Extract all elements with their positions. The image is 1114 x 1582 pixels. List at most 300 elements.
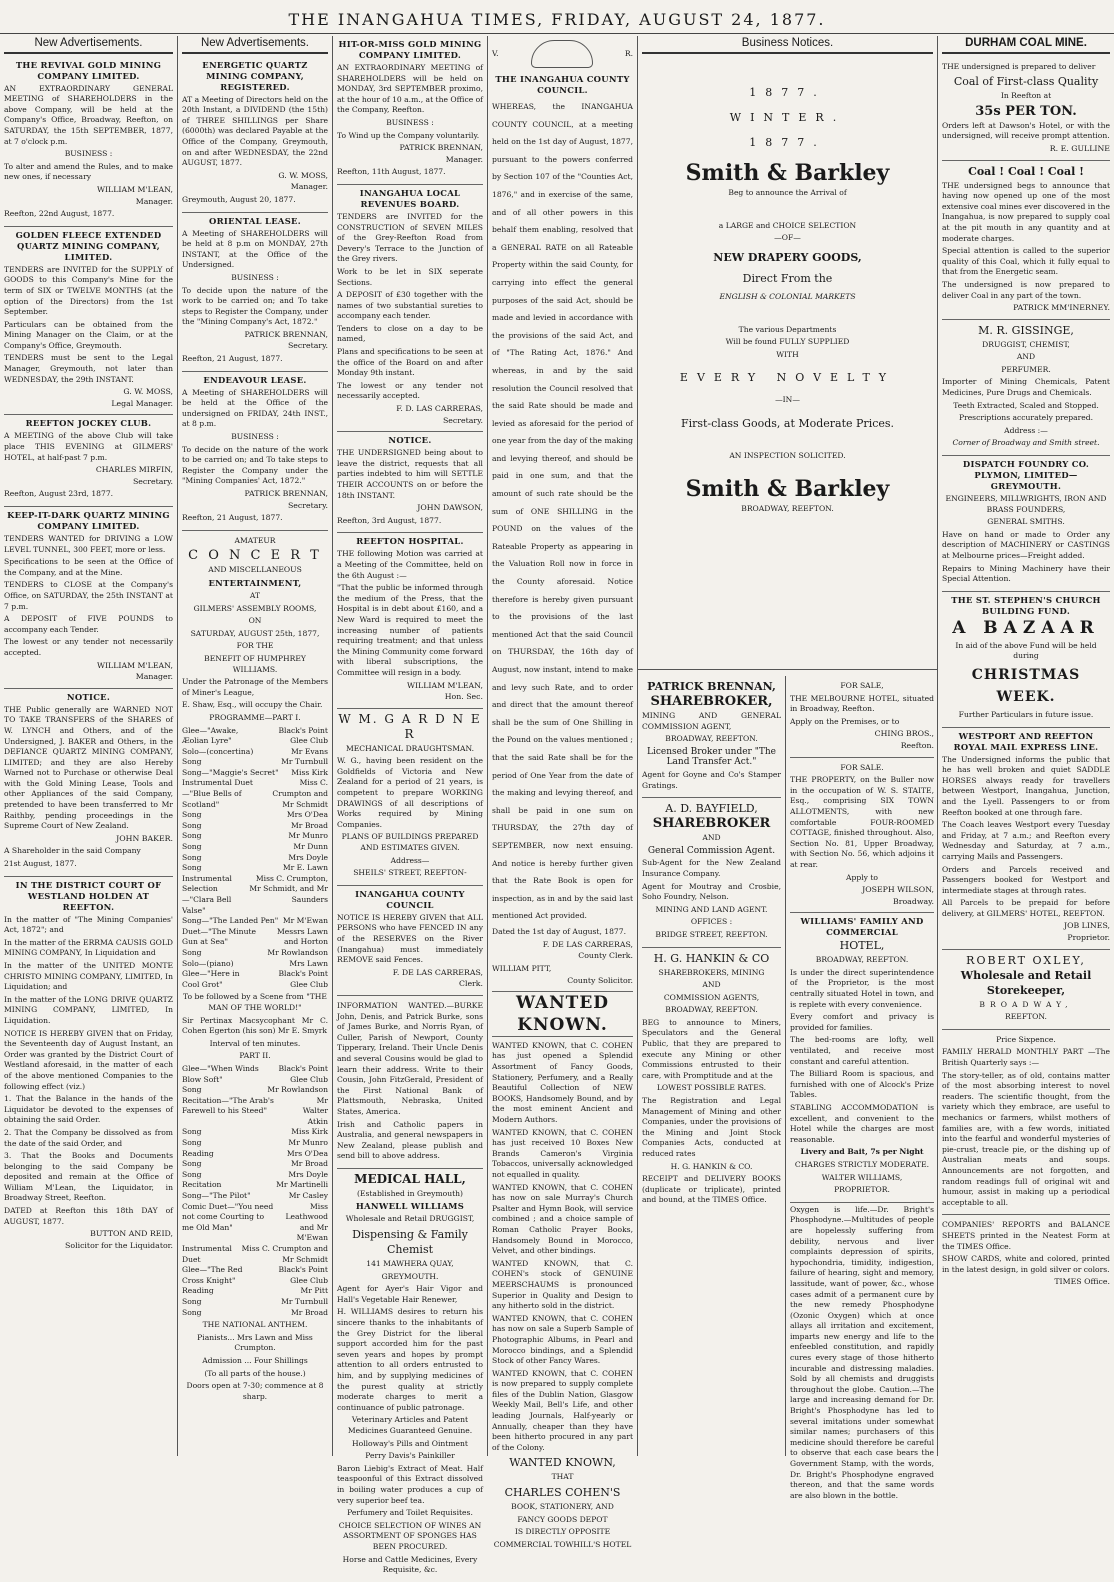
crest-v: V.: [492, 48, 499, 58]
programme-piece: Song—"The Pilot": [182, 1191, 251, 1201]
programme-item: [182, 810, 328, 821]
ad-body: Is under the direct superintendence of the Proprietor, is the most centrally situated Hotel in town, and is replete with every convenience.: [790, 967, 934, 1009]
durham-ad: [942, 57, 1110, 161]
broker-name: H. G. HANKIN & CO: [653, 951, 770, 965]
county-council-fence-notice: [337, 886, 483, 996]
medical-town: GREYMOUTH.: [381, 1271, 439, 1281]
royal-crest-icon: [531, 40, 593, 68]
ad-body: Price Sixpence.: [996, 1034, 1056, 1044]
programme-performer: Mr Turnbull: [281, 757, 328, 767]
ad-body: STABLING ACCOMMODATION is excellent, and convenient to the Hotel while the charges are most reasonable.: [790, 1103, 934, 1144]
programme-performer: Mr Broad: [291, 820, 328, 830]
final-book: BOOK, STATIONERY, AND: [511, 1502, 614, 1512]
column-6: [786, 676, 938, 1500]
sb-line: a LARGE and CHOICE SELECTION: [718, 220, 857, 230]
ad-body: RECEIPT and DELIVERY BOOKS (duplicate or triplicate), printed and bound, at the TIMES Office.: [642, 1174, 781, 1205]
ad-body: The Billiard Room is spacious, and furnished with one of Alcock's Prize Tables.: [790, 1069, 934, 1100]
column-5a: [638, 676, 786, 1456]
programme-piece: Song: [182, 1296, 202, 1306]
oxley-ad: [942, 950, 1110, 1030]
ad-body: Apply on the Premises, or to: [790, 716, 900, 726]
ad-body: THE undersigned is prepared to deliver: [942, 61, 1096, 71]
concert-entertainment: ENTERTAINMENT,: [208, 577, 302, 588]
programme-piece: Song: [182, 810, 202, 820]
ad-body: A Meeting of SHAREHOLDERS will be held at the Office of the undersigned on FRIDAY, 24th INST., at 8 p.m.: [182, 387, 328, 429]
programme-performer: Mr Broad: [291, 1159, 328, 1169]
programme-performer: Mr Rowlandson: [267, 1085, 328, 1095]
programme-piece: Song: [182, 1159, 202, 1169]
ad-body: TENDERS are INVITED for the SUPPLY of GOODS to this Company's Mine for the term of SIX or TWELVE MONTHS (at the option of the Directors) from the 1st September.: [4, 264, 173, 317]
programme-performer: Mr Walter Atkin: [302, 1095, 328, 1126]
programme-performer: Mr Dunn: [293, 842, 328, 852]
final-fancy: FANCY GOODS DEPOT: [517, 1514, 608, 1524]
smith-barkley-ad: [638, 57, 937, 670]
programme-item: [182, 1127, 328, 1138]
gardner-sub: MECHANICAL DRAUGHTSMAN.: [345, 743, 475, 753]
winter-line: WINTER.: [729, 110, 846, 124]
sb-line: ENGLISH & COLONIAL MARKETS: [719, 291, 856, 301]
ad-body: BROADWAY, REEFTON.: [665, 1005, 758, 1015]
programme-item: [182, 1244, 328, 1265]
ad-title: INANGAHUA COUNTY COUNCIL: [355, 888, 465, 910]
ad-body: Corner of Broadway and Smith street.: [952, 438, 1100, 448]
signature: F. DE LAS CARRERAS,: [542, 939, 633, 949]
programme-performer: Mr Munro: [288, 831, 328, 841]
ad-title: FOR SALE,: [840, 681, 884, 690]
ad-body: The undersigned is now prepared to deliver Coal in any part of the town.: [942, 279, 1110, 300]
programme-piece: Song: [182, 1127, 202, 1137]
programme-part-2: [182, 1064, 328, 1318]
ad-body: INFORMATION WANTED.—BURKE John, Denis, and Patrick Burke, sons of James Burke, and Norris Ryan, of Culler, Parish of Newport, County Tipperary, Ireland. Their Uncle Denis and several Cousins would be glad to learn their address. Write to their Cousin, John FitzGerald, President of the First National Bank of Plattsmouth, Nebraska, United States, America.: [337, 1000, 483, 1116]
dawson-notice: [337, 432, 483, 533]
ad-title: ROBERT OXLEY,: [966, 953, 1086, 967]
ad-body: Sub-Agent for the New Zealand Insurance Company.: [642, 858, 781, 878]
ad-body: AND: [702, 833, 721, 843]
ad-date: Dated the 1st day of August, 1877.: [492, 926, 627, 936]
programme-piece: Comic Duet—"You need not come Courting to me Old Man": [182, 1201, 274, 1232]
programme-item: [182, 1308, 328, 1319]
family-herald-ad: [942, 1030, 1110, 1216]
concert-chair: E. Shaw, Esq., will occupy the Chair.: [182, 700, 323, 710]
medical-sub: Wholesale and Retail DRUGGIST,: [345, 1214, 475, 1224]
ad-body: Livery and Bait, 7s per Night: [800, 1147, 924, 1157]
concert-on: ON: [248, 616, 262, 626]
programme-item: [182, 1096, 328, 1128]
ad-body: H. WILLIAMS desires to return his sincere thanks to the inhabitants of the Grey District for the liberal support accorded him for the past seven years and hopes by prompt attention to all orders entrusted to him, and by supplying medicines of the purest quality at strictly moderate charges to merit a continuance of public patronage.: [337, 1307, 483, 1412]
ad-date: 21st August, 1877.: [4, 859, 77, 869]
programme-performer: Black's Point Glee Club: [278, 725, 328, 746]
ad-body: Plans and specifications to be seen at the office of the Board on and after Monday 9th instant.: [337, 347, 483, 378]
signature-role: Manager.: [290, 182, 328, 192]
programme-performer: Miss Kirk: [291, 767, 328, 777]
ad-body: NOTICE IS HEREBY GIVEN that ALL PERSONS who have FENCED IN any of the RESERVES on the River (Inangahua) must immediately REMOVE said Fences.: [337, 912, 483, 965]
ad-body: A DEPOSIT of FIVE POUNDS to accompany each Tender.: [4, 614, 173, 634]
ad-body: The bed-rooms are lofty, well ventilated, and receive most constant and careful attention.: [790, 1035, 934, 1066]
ad-body: Every comfort and privacy is provided for families.: [790, 1012, 934, 1032]
crest-r: R.: [624, 48, 633, 58]
programme-piece: Recitation—"The Arab's Farewell to his Steed": [182, 1095, 274, 1116]
programme-performer: Mrs O'Dea: [286, 1148, 328, 1158]
ad-title: REEFTON JOCKEY CLUB.: [25, 418, 152, 429]
ad-body: Wholesale and Retail: [960, 968, 1092, 982]
signature-role: Secretary.: [287, 341, 328, 351]
programme-item: [182, 1159, 328, 1170]
concert-benefit: BENEFIT OF HUMPHREY WILLIAMS.: [204, 653, 306, 674]
programme-performer: Mr Evans: [291, 746, 328, 756]
bazaar-title: A BAZAAR: [952, 617, 1100, 638]
signature: JOHN DAWSON,: [417, 503, 483, 513]
sb-line: —IN—: [775, 395, 800, 405]
foundry-ad: [942, 456, 1110, 592]
programme-piece: Song: [182, 852, 202, 862]
ad-body: MINING AND LAND AGENT.: [655, 904, 768, 914]
ad-title: FOR SALE.: [840, 762, 884, 772]
ad-body: TENDERS WANTED for DRIVING a LOW LEVEL TUNNEL, 300 FEET, more or less.: [4, 534, 173, 554]
ad-body: A DEPOSIT of £30 together with the names of two substantial sureties to accompany each tender.: [337, 290, 483, 321]
ad-title: INANGAHUA LOCAL REVENUES BOARD.: [359, 187, 461, 209]
ad-body: AT a Meeting of Directors held on the 20th Instant, a DIVIDEND (the 15th) of THREE SHILLINGS per Share (6000th) was declared Payable at the Office of the Company, Greymouth, on and after WEDNESDAY, the 22nd AUGUST, 1877.: [182, 94, 328, 168]
ad-date: Reefton, 21 August, 1877.: [182, 513, 283, 523]
ad-date: Reefton, 11th August, 1877.: [337, 167, 446, 177]
ad-body: Agent for Goyne and Co's Stamper Gratings.: [642, 769, 781, 790]
ad-body: Teeth Extracted, Scaled and Stopped.: [953, 400, 1099, 410]
programme-performer: Mr E. Lawn: [282, 863, 328, 873]
firm-name-2: Smith & Barkley: [685, 475, 890, 502]
ad-body: AND: [1016, 352, 1036, 362]
signature: PATRICK BRENNAN,: [399, 143, 483, 153]
wanted-item: WANTED KNOWN, that C. COHEN's stock of GENUINE MEERSCHAUMS is pronounced Superior in Quality and Design to any hitherto sold in the district.: [492, 1258, 633, 1311]
admission-note: (To all parts of the house.): [204, 1368, 306, 1378]
programme-piece: Song: [182, 863, 202, 873]
ad-body: THE MELBOURNE HOTEL, situated in Broadway, Reefton.: [790, 693, 934, 714]
concert-sub: AND MISCELLANEOUS: [208, 565, 302, 575]
year-line-2: 1877.: [749, 135, 826, 149]
ad-date: Reefton, August 23rd, 1877.: [4, 489, 114, 499]
doors-line: Doors open at 7-30; commence at 8 sharp.: [186, 1381, 324, 1401]
ad-body: Storekeeper,: [986, 983, 1066, 997]
ad-body: W. G., having been resident on the Goldfields of Victoria and New Zealand for a period of 21 years, is competent to prepare WORKING DRAWINGS of all descriptions of Works required by Mining Companies.: [337, 756, 483, 829]
ad-body: FAMILY HERALD MONTHLY PART —The British Quarterly says :—: [942, 1047, 1110, 1068]
ad-body: 3. That the Books and Documents belonging to the said Company be deposited and remain at the Office of William M'Lean, the Liquidator, in Broadway Street, Reefton.: [4, 1151, 173, 1203]
ad-body: Specifications to be seen at the Office of the Company, and at the Mine.: [4, 557, 173, 577]
programme-piece: Song: [182, 842, 202, 852]
section-header: New Advertisements.: [4, 36, 173, 54]
solicitor-name: WILLIAM PITT,: [492, 963, 552, 973]
sb-line: Will be found FULLY SUPPLIED: [725, 337, 850, 347]
ad-body: Agent for Ayer's Hair Vigor and Hall's Vegetable Hair Renewer,: [337, 1284, 483, 1304]
concert-ad: [182, 531, 328, 1409]
ad-title: HIT-OR-MISS GOLD MINING COMPANY LIMITED.: [338, 39, 482, 60]
section-header: Business Notices.: [642, 36, 933, 54]
programme-item: [182, 969, 328, 990]
ad-body: To decide upon the nature of the work to be carried on; and To take steps to Register the Company, under the "Mining Company's Act, 1872.": [182, 285, 328, 327]
medical-est: (Established in Greymouth): [356, 1188, 464, 1198]
broker-name: PATRICK BRENNAN,: [647, 680, 776, 693]
programme-item: [182, 948, 328, 959]
ad-body: To decide on the nature of the work to be carried on; and To take steps to Register the Company under the "Mining Companies' Act, 1872.": [182, 444, 328, 486]
programme-performer: Mr Pitt: [300, 1286, 328, 1296]
ad-body: MINING AND GENERAL COMMISSION AGENT,: [642, 711, 781, 731]
brennan-sharebroker-ad: [642, 676, 781, 798]
signature-role: Manager.: [445, 154, 483, 164]
pianists-line: Pianists... Mrs Lawn and Miss Crumpton.: [197, 1332, 313, 1353]
ad-body: AND: [702, 980, 721, 990]
wanted-item: WANTED KNOWN, that C. COHEN has just received 10 Boxes New Brands Cameron's Virginia Tobaccos, universally acknowledged not equalled in quality.: [492, 1127, 633, 1179]
ad-body: H. G. HANKIN & CO.: [670, 1161, 753, 1171]
christmas-title: CHRISTMAS WEEK.: [971, 666, 1081, 705]
signature-role: Clerk.: [458, 979, 483, 989]
ad-body: In aid of the above Fund will be held during: [955, 640, 1097, 661]
medical-title: MEDICAL HALL,: [354, 1171, 466, 1186]
signature: JOB LINES,: [1063, 921, 1110, 931]
ad-body: Orders left at Dawson's Hotel, or with the undersigned, will receive prompt attention.: [942, 120, 1110, 141]
signature-role: Secretary.: [132, 476, 173, 486]
ad-body: Perry Davis's Painkiller: [365, 1451, 455, 1461]
programme-performer: Mrs O'Dea: [286, 810, 328, 820]
column-4: [488, 36, 638, 1549]
ad-body: COMPANIES' REPORTS and BALANCE SHEETS printed in the Neatest Form at the TIMES Office.: [942, 1220, 1110, 1251]
programme-piece: Instrumental Selection—"Clara Bell Valse": [182, 873, 232, 915]
programme-item: [182, 1180, 328, 1191]
programme-item: [182, 1138, 328, 1149]
programme-piece: Glee—"The Red Cross Knight": [182, 1265, 243, 1285]
programme-performer: Black's Point Glee Club: [278, 969, 328, 989]
final-that: THAT: [551, 1472, 574, 1482]
ad-body: "That the public be informed through the medium of the Press, that the Hospital is in debt about £160, and a New Ward is required to meet the increasing number of patients requiring treatment; and that unless the Mining Community come forward with liberal subscriptions, the Committee will resign in a body.: [337, 583, 483, 677]
programme-performer: Miss C. Crumpton, Mr Schmidt, and Mr Saunders: [249, 873, 328, 904]
signature: WALTER WILLIAMS,: [821, 1172, 903, 1182]
programme-item: [182, 821, 328, 832]
ad-body: Horse and Cattle Medicines, Every Requisite, &c.: [342, 1554, 478, 1575]
ad-body: AN EXTRAORDINARY GENERAL MEETING of SHAREHOLDERS in the above Company, will be held at the Company's Office, Broadway, Reefton, on SATURDAY, the 15th SEPTEMBER, 1877, at 7 o'clock p.m.: [4, 83, 173, 146]
sb-line: The various Departments: [738, 324, 837, 334]
column-7: [938, 36, 1114, 1456]
programme-piece: Glee—"When Winds Blow Soft": [182, 1063, 259, 1084]
hit-or-miss-ad: [337, 36, 483, 185]
signature: JOSEPH WILSON,: [862, 885, 934, 895]
sb-line: Beg to announce the Arrival of: [728, 188, 847, 198]
programme-piece: Reading: [182, 1148, 214, 1158]
ad-body: OFFICES :: [690, 917, 733, 927]
sb-line: First-class Goods, at Moderate Prices.: [680, 416, 895, 430]
ad-body: REEFTON.: [1005, 1012, 1047, 1022]
ad-body: Repairs to Mining Machinery have their Special Attention.: [942, 563, 1110, 584]
ad-body: In the matter of the ERRMA CAUSIS GOLD MINING COMPANY, In Liquidation and: [4, 937, 173, 958]
ad-body: Apply to: [846, 872, 878, 882]
programme-item: [182, 757, 328, 768]
ad-body: In Reefton at: [1000, 91, 1052, 101]
programme-item: [182, 874, 328, 916]
programme-item: [182, 768, 328, 779]
programme-performer: Mr Munro: [288, 1138, 328, 1148]
ad-body: BROADWAY,: [979, 999, 1073, 1009]
programme-item: [182, 842, 328, 853]
ad-date: DATED at Reefton this 18th DAY of AUGUST, 1877.: [4, 1206, 173, 1226]
programme-piece: Song: [182, 1138, 202, 1148]
ad-body: Baron Liebig's Extract of Meat. Half teaspoonful of this Extract dissolved in boiling water produces a cup of very superior beef tea.: [337, 1463, 483, 1505]
ad-date: Reefton, 22nd August, 1877.: [4, 209, 115, 219]
section-header: New Advertisements.: [182, 36, 328, 54]
programme-performer: Black's Point Glee Club: [278, 1265, 328, 1285]
district-court-notice: [4, 877, 173, 1257]
programme-performer: Mrs Lawn: [289, 958, 328, 968]
business-label: BUSINESS :: [64, 149, 113, 159]
programme-item: [182, 747, 328, 758]
programme-item: [182, 1170, 328, 1181]
ad-body: BRIDGE STREET, REEFTON.: [655, 929, 768, 939]
programme-title: PROGRAMME—PART I.: [209, 712, 301, 722]
ad-body: THE following Motion was carried at a Meeting of the Committee, held on the 6th August :—: [337, 549, 483, 580]
signature: R. E. GULLINE: [1049, 143, 1110, 153]
programme-performer: Mr M'Ewan: [282, 916, 328, 926]
ad-body: In the matter of the LONG DRIVE QUARTZ MINING COMPANY, LIMITED, In Liquidation.: [4, 994, 173, 1025]
ad-body: Work to be let in SIX seperate Sections.: [337, 266, 483, 287]
durham-title: DURHAM COAL MINE.: [942, 36, 1110, 54]
ad-body: Further Particulars in future issue.: [958, 709, 1094, 719]
concert-patron: Under the Patronage of the Members of Miner's League,: [182, 677, 328, 697]
signature-role: Proprietor.: [1067, 933, 1110, 943]
crest-row: [492, 40, 633, 68]
address-line: SHEILS' STREET, REEFTON-: [353, 868, 467, 878]
year-line: 1877.: [749, 85, 826, 99]
programme-piece: Solo—(concertina): [182, 746, 254, 756]
wanted-item: WANTED KNOWN, that C. COHEN is now prepared to supply complete files of the Dublin Nation, Glasgow Weekly Mail, Bell's Life, and other leading Journals, Half-yearly or Annually, cheaper than they have been hitherto procured in any part of the Colony.: [492, 1368, 633, 1452]
ad-title: NOTICE.: [388, 435, 432, 446]
sb-line: WITH: [776, 349, 799, 359]
signature: PATRICK BRENNAN,: [244, 489, 328, 498]
programme-piece: Song: [182, 1169, 202, 1179]
address-label: Address—: [390, 855, 430, 865]
programme-piece: Song: [182, 1307, 202, 1317]
signature-role: Hon. Sec.: [444, 692, 483, 702]
jockey-club-ad: [4, 415, 173, 507]
programme-item: [182, 778, 328, 810]
ad-title: NOTICE.: [66, 691, 111, 702]
programme-item: [182, 959, 328, 970]
ad-body: Have on hand or made to Order any description of MACHINERY or CASTINGS at Melbourne prices—Freight added.: [942, 529, 1110, 560]
ad-body: Licensed Broker under "The Land Transfer Act.": [647, 746, 776, 768]
programme-performer: Miss C. Crumpton and Mr Schmidt: [272, 778, 328, 809]
ad-body: CHOICE SELECTION OF WINES AN ASSORTMENT OF SPONGES HAS BEEN PROCURED.: [338, 1520, 482, 1551]
ad-body: Veterinary Articles and Patent Medicines Guaranteed Genuine.: [347, 1415, 473, 1435]
signature-role: PROPRIETOR.: [834, 1185, 890, 1195]
ad-body: Particulars can be obtained from the Mining Manager on the Claim, or at the Company's Office, Greymouth.: [4, 319, 173, 350]
medical-name: HANWELL WILLIAMS: [355, 1201, 465, 1212]
sb-drapery: NEW DRAPERY GOODS,: [713, 250, 862, 264]
ad-body: Importer of Mining Chemicals, Patent Medicines, Pure Drugs and Chemicals.: [942, 377, 1110, 398]
gardner-ad: [337, 709, 483, 886]
programme-piece: Solo—(piano): [182, 958, 234, 968]
signature: CHING BROS.,: [874, 729, 934, 739]
ad-title: THE REVIVAL GOLD MINING COMPANY LIMITED.: [15, 59, 162, 81]
programme-piece: Song: [182, 831, 202, 841]
ad-body: AN EXTRAORDINARY MEETING of SHAREHOLDERS will be held on MONDAY, 3rd SEPTEMBER proximo, at the hour of 10 a.m., at the Office of the Company, Reefton.: [337, 63, 483, 115]
concert-date: SATURDAY, AUGUST 25th, 1877,: [190, 628, 320, 638]
endeavour-lease-ad: [182, 372, 328, 531]
hankin-ad: [642, 948, 781, 1212]
ad-date: Reefton, 21 August, 1877.: [182, 354, 283, 364]
signature-role: Broadway.: [893, 896, 934, 906]
programme-performer: Mr Martinelli: [276, 1180, 328, 1190]
concert-venue: GILMERS' ASSEMBLY ROOMS,: [193, 603, 317, 613]
broker-title: SHAREBROKER,: [650, 694, 773, 709]
programme-piece: Song: [182, 947, 202, 957]
county-council-title: THE INANGAHUA COUNTY COUNCIL.: [495, 74, 630, 95]
hotel-word: HOTEL,: [839, 939, 885, 953]
programme-piece: Glee—"Awake, Æolian Lyre": [182, 725, 239, 746]
ad-title: GOLDEN FLEECE EXTENDED QUARTZ MINING COMPANY, LIMITED.: [15, 229, 162, 262]
ad-body: Perfumery and Toilet Requisites.: [347, 1508, 473, 1518]
final-opposite: IS DIRECTLY OPPOSITE: [514, 1527, 611, 1537]
phosphodyne-ad: Oxygen is life.—Dr. Bright's Phosphodyne.—Multitudes of people are hopelessly suffering from debility, nervous and liver complaints depression of spirits, hypochondria, timidity, indigestion, failure of hearing, sight and memory, lassitude, want of power, &c., whose cases admit of a permanent cure by the new remedy Phosphodyne (Ozonic Oxygen) which at once allays all irritation and excitement, imparts new energy and life to the enfeebled constitution, and rapidly cures every stage of those hitherto incurable and distressing maladies. Sold by all chemists and druggists throughout the globe. Caution.—The large and increasing demand for Dr. Bright's Phosphodyne has led to several imitations under somewhat similar names; purchasers of this medicine should therefore be careful to observe that each case bears the Government Stamp, with the words, Dr. Bright's Phosphodyne engraved thereon, and that the same words are also blown in the bottle.: [790, 1204, 934, 1500]
keep-it-dark-ad: [4, 507, 173, 689]
ad-body: Special attention is called to the superior quality of this Coal, which it fully equal to that from the Energetic seam.: [942, 246, 1110, 277]
programme-piece: Song: [182, 820, 202, 830]
column-1: [0, 36, 178, 1456]
programme-item: [182, 1297, 328, 1308]
signature: CHARLES MIRFIN,: [95, 465, 173, 475]
ad-body: TENDERS are INVITED for the CONSTRUCTION of SEVEN MILES of the Grey-Reefton Road from Devery's Terrace to the Junction of the Grey rivers.: [337, 211, 483, 264]
ad-body: Coal of First-class Quality: [953, 75, 1099, 89]
programme-item: [182, 831, 328, 842]
ad-body: TIMES Office.: [1054, 1277, 1110, 1287]
final-wanted: WANTED KNOWN,: [509, 1456, 616, 1470]
ad-title: IN THE DISTRICT COURT OF WESTLAND HOLDEN AT REEFTON.: [15, 879, 162, 912]
sb-line: BROADWAY, REEFTON.: [741, 504, 834, 514]
signature: G. W. MOSS,: [123, 387, 173, 397]
wanted-item: WANTED KNOWN, that C. COHEN has now on sale Murray's Church Psalter and Hymn Book, will service combined ; and a choice sample of Roman Catholic Prayer Books, Handsomely Bound in Morocco, Velvet, and other bindings.: [492, 1182, 633, 1256]
signature-role: Manager.: [135, 196, 173, 206]
oriental-lease-ad: [182, 213, 328, 372]
sb-line: Direct From the: [742, 271, 833, 285]
programme-performer: Miss C. Crumpton and Mr Schmidt: [241, 1244, 328, 1264]
ad-body: Agent for Moutray and Crosbie, Soho Foundry, Nelson.: [642, 881, 781, 902]
wanted-item: WANTED KNOWN, that C. COHEN has just opened a Splendid Assortment of Fancy Goods, Stationery, Perfumery, and a Really Beautiful Collection of NEW BOOKS, Handsomely Bound, and by the most eminent Ancient and Modern Authors.: [492, 1040, 633, 1125]
signature: F. DE LAS CARRERAS,: [392, 967, 483, 977]
final-hotel: COMMERCIAL TOWHILL'S HOTEL: [493, 1539, 632, 1549]
ad-body: GENERAL SMITHS.: [987, 517, 1065, 527]
ad-body: Prescriptions accurately prepared.: [958, 413, 1094, 423]
ad-body: THE PROPERTY, on the Buller now in the occupation of W. S. STAITE, Esq., comprising SIX TOWN ALLOTMENTS, with new comfortable FOUR-ROOMED COTTAGE, finished throughout. Also, Section No. 81, Upper Broadway, with Section No. 56, which adjoins it at rear.: [790, 775, 934, 869]
ad-body: TENDERS to CLOSE at the Company's Office, on SATURDAY, the 25th INSTANT at 7 p.m.: [4, 580, 173, 611]
programme-piece: Duet—"The Minute Gun at Sea": [182, 926, 257, 947]
signature-role: Secretary.: [287, 500, 328, 510]
ad-body: A Shareholder in the said Company: [4, 846, 141, 856]
signature-role: Reefton.: [900, 740, 934, 750]
business-label: BUSINESS :: [231, 272, 279, 282]
signature-role: County Clerk.: [578, 951, 633, 961]
signature: WILLIAM M'LEAN,: [96, 184, 173, 194]
column-2: [178, 36, 333, 1456]
ad-body: The lowest or any tender not necessarily accepted.: [337, 380, 483, 401]
signature: G. W. MOSS,: [278, 170, 328, 180]
ad-body: 2. That the Company be dissolved as from the date of the said Order, and: [4, 1127, 173, 1148]
warning-notice: [4, 689, 173, 877]
ad-body: DRUGGIST, CHEMIST,: [982, 339, 1070, 349]
programme-piece: Song—"The Landed Pen": [182, 916, 279, 926]
masthead: THE INANGAHUA TIMES, FRIDAY, AUGUST 24, 1877.: [0, 0, 1114, 34]
ad-title: THE ST. STEPHEN'S CHURCH BUILDING FUND.: [951, 594, 1101, 616]
business-label: BUSINESS :: [386, 117, 434, 127]
rate-notice-body: WHEREAS, the INANGAHUA COUNTY COUNCIL, at a meeting held on the 1st day of August, 1877, pursuant to the powers conferred by Section 107 of the "Counties Act, 1876," and in exercise of the same, and of all other powers in this behalf them enabling, resolved that a GENERAL RATE on all Rateable Property within the said County, for carrying into effect the general purposes of the said Act, should be made and levied in accordance with the provisions of the said Act, and of "The Rating Act, 1876." And whereas, in and by the said resolution the Council resolved that the said Rate should be made and levied as aforesaid for the period of one year from the day of the making and levying thereof, and should be paid in one sum, and that the amount of such rate should be the sum of ONE SHILLING in the POUND on the values of the Rateable Property as appearing in the Valuation Roll now in force in the County aforesaid. Notice therefore is hereby given pursuant to the provisions of the last mentioned Act that the said Council on THURSDAY, the 16th day of August, now instant, intend to make and levy such Rate, and to order and direct that the amount thereof shall be the sum of One Shilling in the Pound on the values mentioned ; that the said Rate shall be for the period of One Year from the date of the making and levying thereof, and shall be paid in one sum on THURSDAY, the 27th day of SEPTEMBER, now next ensuing. And notice is hereby further given that the Rate Book is open for inspection, as in and by the said last mentioned Act provided.: [492, 102, 633, 921]
ad-title: WILLIAMS' FAMILY AND COMMERCIAL: [800, 916, 924, 938]
programme-piece: Glee—"Here in Cool Grot": [182, 969, 240, 989]
signature: WILLIAM M'LEAN,: [406, 680, 483, 690]
programme-piece: Song—"Maggie's Secret": [182, 767, 279, 777]
programme-performer: Miss Kirk: [291, 1127, 328, 1137]
programme-performer: Mr Broad: [291, 1307, 328, 1317]
ad-body: Orders and Parcels received and Passengers booked for Westport and intermediate stages at through rates.: [942, 864, 1110, 895]
